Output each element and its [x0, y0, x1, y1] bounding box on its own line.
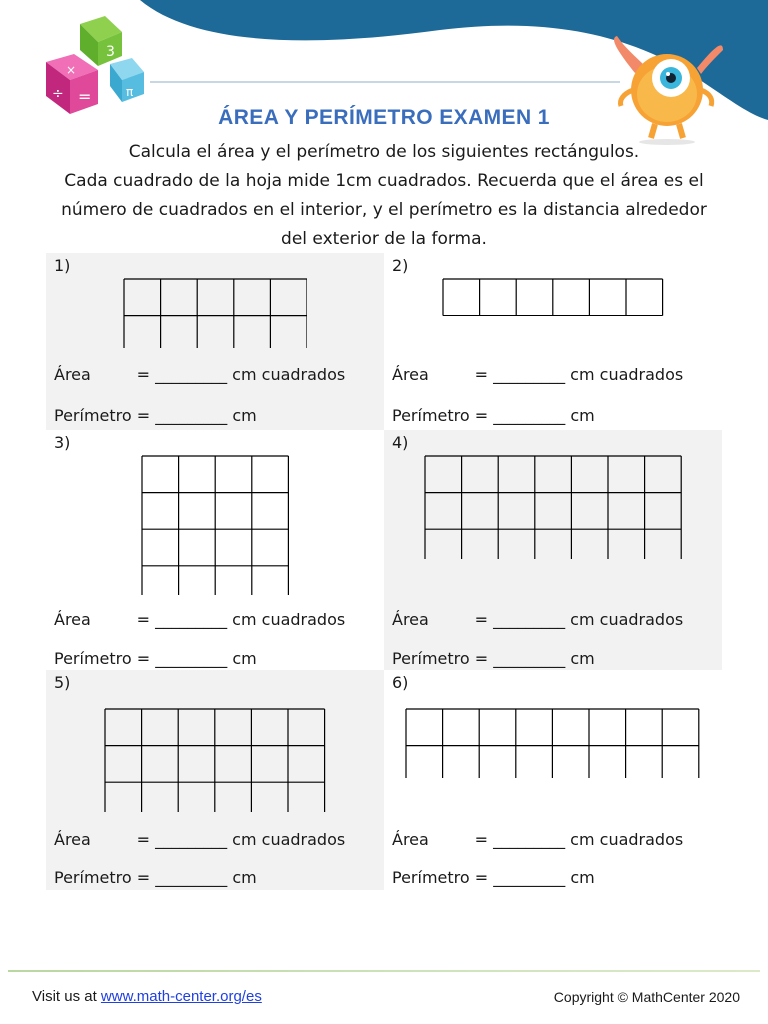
- rectangle-grid: [442, 278, 664, 316]
- svg-text:=: =: [78, 87, 92, 106]
- area-answer-line: Área = _________ cm cuadrados: [392, 365, 684, 384]
- svg-text:÷: ÷: [52, 86, 64, 102]
- problem-number: 2): [392, 256, 409, 275]
- problem-number: 6): [392, 673, 409, 692]
- problem-3: [46, 430, 384, 670]
- perimeter-answer-line: Perímetro = _________ cm: [54, 406, 257, 425]
- perimeter-answer-line: Perímetro = _________ cm: [54, 649, 257, 668]
- problem-number: 5): [54, 673, 71, 692]
- perimeter-answer-line: Perímetro = _________ cm: [54, 868, 257, 887]
- perimeter-answer-line: Perímetro = _________ cm: [392, 649, 595, 668]
- perimeter-answer-line: Perímetro = _________ cm: [392, 406, 595, 425]
- footer-copyright: Copyright © MathCenter 2020: [553, 989, 740, 1005]
- area-answer-line: Área = _________ cm cuadrados: [54, 365, 346, 384]
- page-title: ÁREA Y PERÍMETRO EXAMEN 1: [218, 106, 550, 129]
- problem-number: 4): [392, 433, 409, 452]
- instructions-line: número de cuadrados en el interior, y el perímetro es la distancia alrededor: [61, 200, 707, 220]
- svg-text:3: 3: [106, 44, 115, 60]
- problem-1: [46, 253, 384, 430]
- instructions: [30, 138, 738, 254]
- footer-visit: [32, 988, 262, 1005]
- svg-text:π: π: [126, 85, 134, 99]
- problem-4: [384, 430, 722, 670]
- problem-2: [384, 253, 722, 430]
- footer-visit-text: Visit us at: [32, 988, 101, 1005]
- area-answer-line: Área = _________ cm cuadrados: [392, 830, 684, 849]
- area-answer-line: Área = _________ cm cuadrados: [54, 610, 346, 629]
- perimeter-answer-line: Perímetro = _________ cm: [392, 868, 595, 887]
- rectangle-grid: [123, 278, 307, 348]
- footer-divider: [8, 970, 760, 972]
- instructions-line: del exterior de la forma.: [281, 229, 487, 249]
- math-dice-icon: [40, 14, 150, 119]
- rectangle-grid: [104, 708, 326, 812]
- problem-5: [46, 670, 384, 890]
- instructions-line: Calcula el área y el perímetro de los siguientes rectángulos.: [128, 142, 640, 162]
- website-link[interactable]: www.math-center.org/es: [100, 988, 262, 1005]
- rectangle-grid: [141, 455, 289, 595]
- rectangle-grid: [424, 455, 682, 559]
- instructions-line: Cada cuadrado de la hoja mide 1cm cuadrados. Recuerda que el área es el: [64, 171, 704, 191]
- problem-6: [384, 670, 722, 890]
- area-answer-line: Área = _________ cm cuadrados: [54, 830, 346, 849]
- problem-number: 3): [54, 433, 71, 452]
- svg-text:×: ×: [66, 63, 77, 77]
- problem-number: 1): [54, 256, 71, 275]
- monster-mascot-icon: [605, 28, 730, 148]
- area-answer-line: Área = _________ cm cuadrados: [392, 610, 684, 629]
- rectangle-grid: [405, 708, 701, 778]
